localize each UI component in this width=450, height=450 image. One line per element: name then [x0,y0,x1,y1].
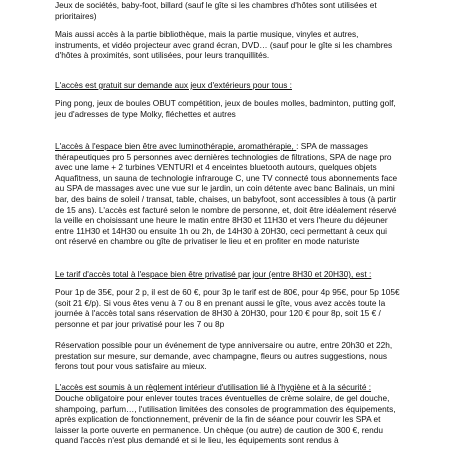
paragraph-games [55,0,400,21]
paragraph-reservation [55,340,400,372]
paragraph-wellness-area [55,141,400,247]
wellness-text: : SPA de massages thérapeutiques pro 5 personnes avec dernières technologies de filtrations, SPA de nage pro avec une lame + 2 turbines VENTURI et 4 enceintes bluetooth autours, quelques objets Aquafitness, un sauna de technologie infrarouge C, une TV connecté tous abonnements face au SPA de massages avec une vue sur le jardin, un coin détente avec banc Balinais, un mini bar, des bains de soleil / transat, table, chaises, un babyfoot, sont accessibles à tous (à partir de 15 ans). L'accès est facturé selon le nombre de personne, et, doit être idéalement réservé la veille en choisissant une heure le matin entre 8H30 et 11H30 et vers l'heure du déjeuner entre 11H30 et 14H30 ou ensuite 1h ou 2h, de 14H30 à 20H30, ceci permettant à ceux qui ont réservé en chambre ou gîte de privatiser le lieu et en profiter en mode naturiste [55,141,398,247]
paragraph-outdoor-games [55,98,400,119]
paragraph-library [55,29,400,61]
wellness-heading: L'accès à l'espace bien être avec luminothérapie, aromathérapie, [55,141,297,151]
paragraph-text: Mais aussi accès à la partie bibliothèque, mais la partie musique, vinyles et autres, instruments, et vidéo projecteur avec grand écran, DVD… (sauf pour le gîte si les chambres d'hôtes à proximités, sont utilisées, pour leurs tranquillités. [55,29,393,61]
section-heading: L'accès est gratuit sur demande aux jeux d'extérieurs pour tous : [55,80,292,90]
section-heading: L'accès est soumis à un règlement intérieur d'utilisation lié à l'hygiène et à la sécurité : [55,382,372,392]
paragraph-text: Réservation possible pour un événement de type anniversaire ou autre, entre 20h30 et 22h, prestation sur mesure, sur demande, avec champagne, fleurs ou autres suggestions, nous ferons tout pour vous satisfaire au mieux. [55,340,393,372]
section-heading-outdoor-games [55,80,400,91]
section-heading: Le tarif d'accès total à l'espace bien être privatisé par jour (entre 8H30 et 20H30), est : [55,269,372,279]
paragraph-text [55,141,400,247]
section-heading-rules [55,382,400,393]
paragraph-tariff [55,287,400,329]
paragraph-text: Douche obligatoire pour enlever toutes traces éventuelles de crème solaire, de gel douche, shampoing, parfum…, l'utilisation limitées des consoles de programmation des équipements, après explication de fonctionnement, prévenir de la fin de séance pour couvrir les SPA et laisser la porte ouverte en permanence. Un chèque (ou autre) de caution de 300 €, rendu quand l'accès n'est plus demandé et si le lieu, les équipements sont rendus à [55,393,396,446]
paragraph-rules [55,393,400,446]
paragraph-text: Pour 1p de 35€, pour 2 p, il est de 60 €, pour 3p le tarif est de 80€, pour 4p 95€, pour 5p 105€ (soit 21 €/p). Si vous êtes venu à 7 ou 8 en prenant aussi le gîte, vous avez accès toute la journée à l'accès total sans réservation de 8H30 à 20H30, pour 120 € pour 8p, soit 15 € / personne et par jour privatisé pour les 7 ou 8p [55,287,400,329]
paragraph-text: Ping pong, jeux de boules OBUT compétition, jeux de boules molles, badminton, putting golf, jeu d'adresses de type Molky, fléchettes et autres [55,98,396,119]
section-heading-tariff [55,269,400,280]
paragraph-text: Jeux de sociétés, baby-foot, billard (sauf le gîte si les chambres d'hôtes sont utilisées et prioritaires) [55,0,377,21]
